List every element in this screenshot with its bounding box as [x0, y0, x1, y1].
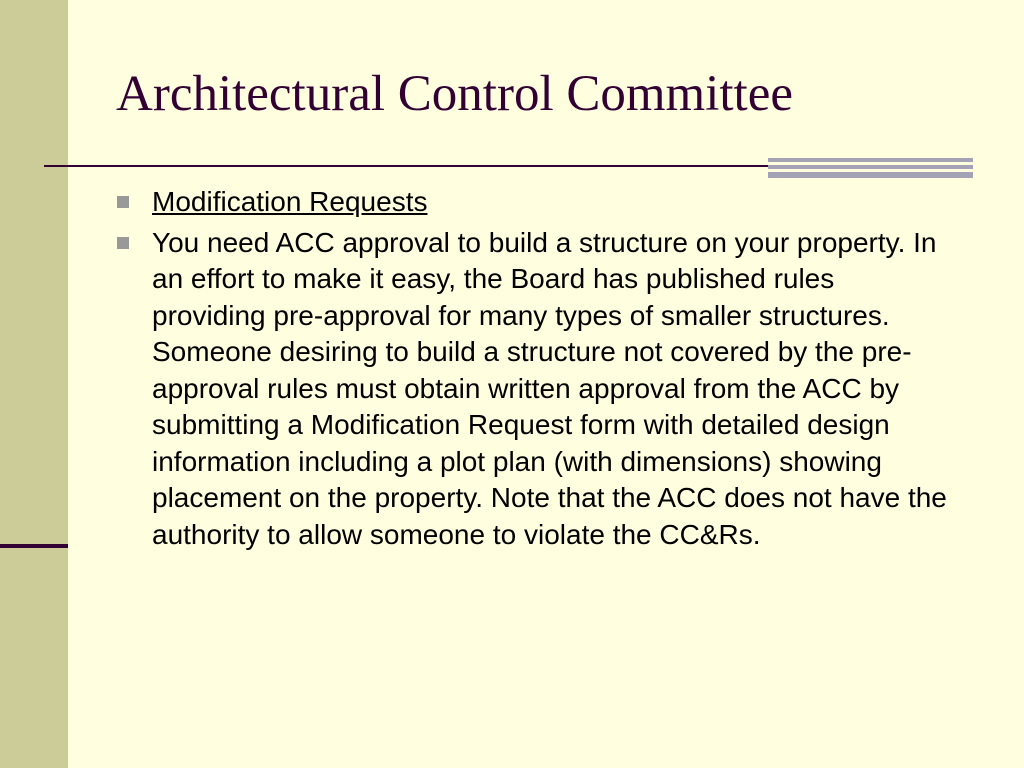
decorative-bars [768, 158, 973, 178]
decorative-bar [768, 172, 973, 178]
bullet-item-modification-requests [114, 184, 954, 221]
square-bullet-icon [117, 196, 129, 208]
square-bullet-icon [117, 237, 129, 249]
title-divider [44, 165, 768, 167]
acc-approval-paragraph: You need ACC approval to build a structure on your property. In an effort to make it easy, the Board has published rules providing pre-approval for many types of smaller structures. Someone desiring to build a structure not covered by the pre-approval rules must obtain written approval from the ACC by submitting a Modification Request form with detailed design information including a plot plan (with dimensions) showing placement on the property. Note that the ACC does not have the authority to allow someone to violate the CC&Rs. [152, 226, 947, 550]
decorative-bar [768, 165, 973, 169]
slide-body [114, 184, 954, 557]
bullet-item-acc-approval [114, 225, 954, 554]
left-side-band [0, 0, 68, 768]
decorative-bar [768, 158, 973, 162]
left-accent-line [0, 544, 68, 548]
slide-title: Architectural Control Committee [116, 66, 793, 122]
modification-requests-heading: Modification Requests [152, 186, 428, 217]
